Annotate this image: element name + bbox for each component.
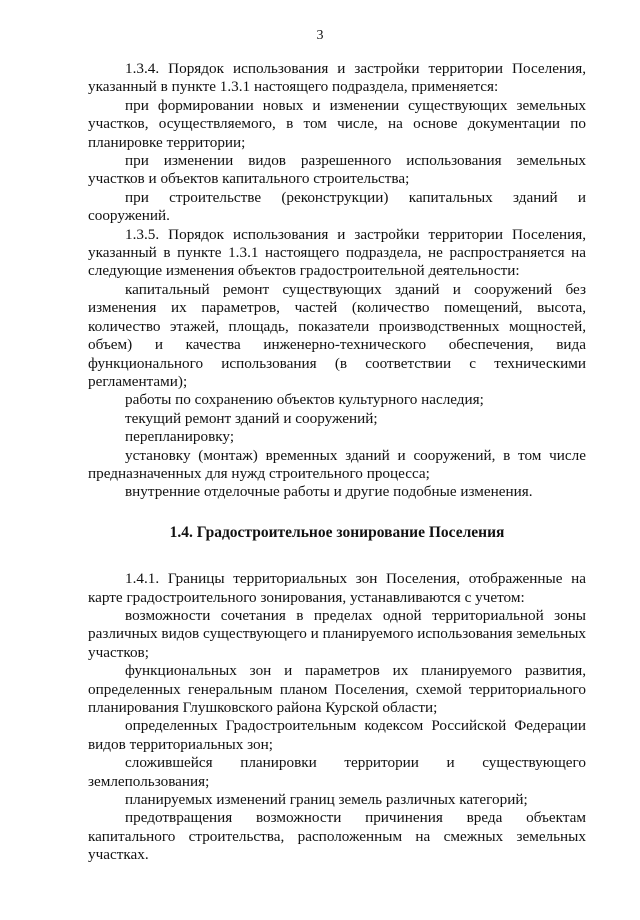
document-body — [88, 60, 586, 865]
list-item: перепланировку; — [125, 428, 235, 446]
list-item: при формировании новых и изменении существующих земельных участков, осуществляемого, в том числе, на основе документации по планировке территории; — [88, 96, 586, 151]
list-item: работы по сохранению объектов культурного наследия; — [125, 391, 484, 409]
paragraph-1-3-4: 1.3.4. Порядок использования и застройки территории Поселения, указанный в пункте 1.3.1 настоящего подраздела, применяется: — [88, 60, 586, 96]
paragraph-1-3-5: 1.3.5. Порядок использования и застройки территории Поселения, указанный в пункте 1.3.1 настоящего подраздела, не распространяется на следующие изменения объектов градостроительной деятельности: — [88, 225, 586, 280]
list-item: планируемых изменений границ земель различных категорий; — [125, 791, 528, 809]
list-item: сложившейся планировки территории и существующего землепользования; — [88, 754, 586, 790]
page-number: 3 — [316, 28, 324, 43]
list-item: при строительстве (реконструкции) капитальных зданий и сооружений. — [88, 188, 586, 225]
section-heading: 1.4. Градостроительное зонирование Поселения — [169, 523, 505, 541]
list-item: капитальный ремонт существующих зданий и сооружений без изменения их параметров, частей (количество помещений, высота, количество этажей, площадь, показатели производственных мощностей, объем) и качества инженерно-технического обеспечения, вида функционального использования (в соответствии с техническими регламентами); — [88, 280, 586, 390]
list-item: установку (монтаж) временных зданий и сооружений, в том числе предназначенных для нужд строительного процесса; — [88, 446, 586, 482]
list-item: текущий ремонт зданий и сооружений; — [125, 409, 378, 427]
list-item: внутренние отделочные работы и другие подобные изменения. — [125, 483, 533, 501]
list-item: возможности сочетания в пределах одной территориальной зоны различных видов существующего и планируемого использования земельных участков; — [88, 606, 586, 661]
list-item: определенных Градостроительным кодексом Российской Федерации видов территориальных зон; — [88, 717, 586, 753]
paragraph-1-4-1: 1.4.1. Границы территориальных зон Поселения, отображенные на карте градостроительного зонирования, устанавливаются с учетом: — [88, 570, 586, 606]
list-item: при изменении видов разрешенного использования земельных участков и объектов капитального строительства; — [88, 152, 586, 188]
list-item: функциональных зон и параметров их планируемого развития, определенных генеральным планом Поселения, схемой территориального планирования Глушковского района Курской области; — [88, 662, 586, 716]
list-item: предотвращения возможности причинения вреда объектам капитального строительства, расположенным на смежных земельных участках. — [88, 809, 586, 864]
